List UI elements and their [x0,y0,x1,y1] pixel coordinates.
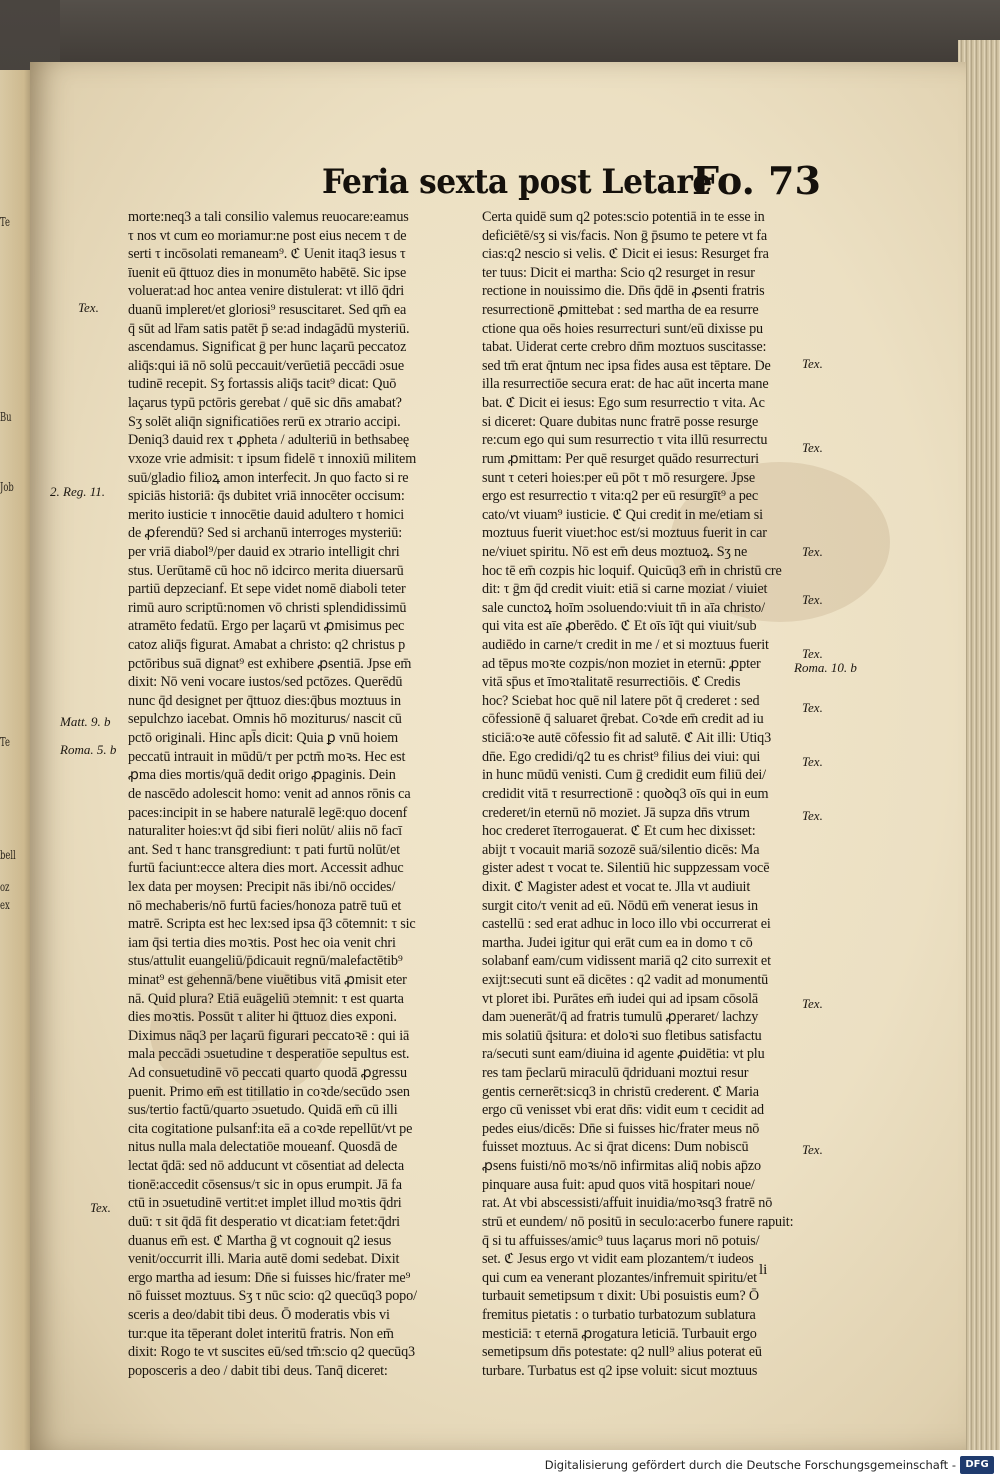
text-line: cōfessionē q̄ saluaret q̄rebat. Coꝛde em̄ credit ad iu [482,711,764,728]
text-line: aliq̄s:qui iā nō solū peccauit/verūetiā peccādi ɔsue [128,357,404,374]
text-line: lectat q̄dā: sed nō adducunt vt cōsentiat ad delecta [128,1158,404,1175]
text-line: duū: τ sit q̄dā fit desperatio vt dicat:iam fetet:q̄dri [128,1213,400,1230]
text-line: vitā sp̄us et īmoꝛtalitatē resurrectiōis. ℭ Credis [482,674,741,691]
digitization-footer [0,1450,1000,1480]
text-column-right [482,208,828,1380]
text-line: atramēto fedatū. Ergo per laçarū vt ꝓmisimus pec [128,618,405,635]
text-line: tionē:accedit cōsensus/τ sic in opus erumpit. Jā fa [128,1176,402,1193]
text-line: fremitus pietatis : o turbatio turbatozum sublatura [482,1306,756,1323]
marginal-note: Tex. [802,592,823,607]
text-line: suū/gladio filioꝝ amon interfecit. Jn quo facto si re [128,469,409,486]
text-line: sale cunctoꝝ hoīm ɔsoluendo:viuit tn̄ in aīa christo/ [482,599,765,616]
text-line: credidit vitā τ resurrectionē : quoꝺq3 oīs qui in eum [482,785,769,802]
text-line: Diximus nāq3 per laçarū figurari peccatoꝛē : qui iā [128,1027,410,1044]
text-line: pinquare ausa fuit: apud quos vitā hospitari noue/ [482,1176,755,1193]
text-line: nā. Quid plura? Etiā euāgeliū ɔtemnit: τ est quarta [128,990,404,1007]
text-line: ne/viuet spiritu. Nō est em̄ deus moztuoꝝ. Sʒ ne [482,543,748,560]
marginal-note: Tex. [802,356,823,371]
text-line: dn̄e. Ego credidi/q2 tu es christ⁹ filius dei viui: qui [482,748,761,765]
left-fragment: Job [0,480,14,494]
marginal-note: Roma. 5. b [60,742,117,757]
text-line: pctōribus suā dignat⁹ est exhibere ꝓsentiā. Jpse em̄ [128,655,412,672]
text-line: ctione qua oēs hoies resurrecturi sunt/eū dixisse pu [482,320,764,337]
text-line: pedes eius/dicēs: Dn̄e si fuisses hic/frater meus nō [482,1120,760,1137]
text-line: abijt τ vocauit mariā sozozē suā/silentio dicēs: Ma [482,841,760,858]
text-line: spiciās historiā: q̄s dubitet vriā innocēter occisum: [128,488,405,505]
text-line: puenit. Primo em̄ est titillatio in coꝛde/secūdo ɔsen [128,1083,410,1100]
text-line: ꝓma dies mortis/quā dedit origo ꝓpaginis. Dein [128,767,396,784]
text-line: stus/attulit euangeliū/p̄dicauit regnū/malefactētib⁹ [128,953,403,970]
marginal-note: Roma. 10. b [794,660,857,675]
text-line: sceris a deo/dabit tibi deus. Ō moderatis vbis vi [128,1306,390,1323]
text-line: nitus nulla mala delectatiōe moueanf. Quosdā de [128,1139,398,1156]
text-line: stus. Uerūtamē cū hoc nō idcirco merita diuersarū [128,562,404,579]
text-line: sus/tertio factū/quarto ɔsuetudo. Quidā em̄ cū illi [128,1102,398,1119]
text-line: ergo martha ad iesum: Dn̄e si fuisses hic/frater me⁹ [128,1269,411,1286]
text-line: martha. Judei igitur qui erāt cum ea in domo τ cō [482,934,753,951]
text-line: nunc q̄d designet per q̄ttuoz dies:q̄bus moztuus in [128,692,401,709]
text-line: res tam p̄eclarū miraculū q̄driduani moztui resur [482,1065,749,1082]
left-fragment: Bu [0,410,12,424]
text-line: si diceret: Quare dubitas nunc fratrē posse resurge [482,413,759,430]
text-line: cias:q2 nescio si velis. ℭ Dicit ei iesus: Resurget fra [482,246,769,263]
text-line: sticiā:oꝛe autē cōfessio fit ad salutē. ℭ Ait illi: Utiq3 [482,730,772,747]
text-line: exijt:secuti sunt eā dicētes : q2 vadit ad monumentū [482,971,769,988]
text-line: serti τ incōsolati remaneam⁹. ℭ Uenit itaq3 iesus τ [128,246,406,263]
text-line: Sʒ solēt aliq̄n significatiōes rerū ex ɔtrario accipi. [128,413,401,430]
folio-number: Fo. 73 [692,158,821,203]
text-line: mala peccādi ɔsuetudine τ desperatiōe sepultus est. [128,1046,410,1063]
text-line: ascendamus. Significat ḡ per hunc laçarū peccatoz [128,339,407,356]
text-line: cita cogitatione pulsanf:ita eā a coꝛde repellūt/vt pe [128,1120,413,1137]
text-line: ad tēpus moꝛte cozpis/non moziet in eternū: ꝓpter [482,655,761,672]
marginal-note: Tex. [78,300,99,315]
text-line: tabat. Uiderat certe crebro dn̄m moztuos suscitasse: [482,339,767,356]
text-line: turbauit semetipsum τ dixit: Ubi posuistis eum? Ō [482,1288,759,1305]
text-line: laçarus typū pctōris gerebat / quē sic dn̄s amabat? [128,395,402,412]
text-line: morte:neq3 a tali consilio valemus reuocare:eamus [128,209,409,225]
text-line: per vriā diabol⁹/per dauid ex ɔtrario intelligit chri [128,543,400,560]
text-line: crederet/in eternū nō moziet. Jā supza dn̄s vtrum [482,804,750,821]
marginal-note: Tex. [802,808,823,823]
marginal-note: Tex. [90,1200,111,1215]
text-line: bat. ℭ Dicit ei iesus: Ego sum resurrectio τ vita. Ac [482,395,765,412]
text-line: sed tm̄ erat q̄ntum nec ipsa fides ausa est tēptare. De [482,357,771,374]
text-line: Certa quidē sum q2 potes:scio potentiā in te esse in [482,209,765,225]
text-line: hoc? Sciebat hoc quē nil latere pōt q̄ crederet : sed [482,692,760,709]
marginal-note: Tex. [802,544,823,559]
text-line: dixit: Rogo te vt suscites eū/sed tm̄:scio q2 quecūq3 [128,1344,415,1361]
text-line: vt ploret ibi. Purātes em̄ iudei qui ad ipsam cōsolā [482,990,759,1007]
binding-top-edge [60,0,1000,70]
text-line: nō mechaberis/nō furtū facies/honoza patrē tuū et [128,897,402,914]
text-line: mesticiā: τ eternā ꝓrogatura leticiā. Turbauit ergo [482,1325,757,1342]
marginal-note: Tex. [802,1142,823,1157]
text-line: in hunc mūdū venisti. Cum ḡ credidit eum filiū dei/ [482,767,766,784]
text-line: strū et eundem/ nō positū in seculo:acerbo funere rapuit: [482,1213,794,1230]
text-line: iam q̄si tertia dies moꝛtis. Post hec oia venit chri [128,934,396,951]
text-line: sunt τ ceteri hoies:per eū pōt τ mō resurgere. Jpse [482,469,755,486]
text-line: re:cum ego qui sum resurrectio τ vita illū resurrectu [482,432,768,449]
text-line: gentis cernerēt:sicq3 in christū crederent. ℭ Maria [482,1083,759,1100]
text-line: furtū faciunt:ecce altera dies mort. Accessit adhuc [128,860,404,877]
marginal-note: Tex. [802,754,823,769]
text-line: minat⁹ est gehennā/bene viuētibus vitā ꝓmisit eter [128,971,407,988]
text-line: naturaliter hoies:vt q̄d sibi fieri nolūt/ aliis nō facī [128,823,402,840]
text-line: rat. At vbi abscessisti/affuit inuidia/moꝛsq3 fratrē nō [482,1195,773,1212]
text-line: ctū in ɔsuetudinē vertit:et implet illud moꝛtis q̄dri [128,1195,402,1212]
text-line: gister adest τ vocat te. Silentiū hic suppzessam vocē [482,860,770,877]
text-line: lex data per moysen: Precipit nās ibi/nō occides/ [128,878,396,895]
text-line: paces:incipit in se habere naturalē legē:quo docenf [128,804,408,821]
text-line: q̄ si tu affuisses/amic⁹ tuus laçarus mori nō potuis/ [482,1232,760,1249]
text-line: deficiētē/sʒ si vis/facis. Non ḡ p̄sumo te petere vt fa [482,227,768,244]
text-line: poposceris a deo / dabit tibi deus. Tanq̄ diceret: [128,1362,388,1379]
text-line: de nascēdo adolescit homo: venit ad annos rōnis ca [128,785,411,802]
marginal-note: Tex. [802,700,823,715]
marginal-note: Tex. [802,440,823,455]
text-line: rimū auro scriptū:nomen vō christi splendidissimū [128,599,407,616]
text-line: sepulchzo iacebat. Omnis hō moziturus/ nascit cū [128,711,402,728]
text-line: rectione in nouissimo die. Dn̄s q̄dē in ꝓsenti fratris [482,283,765,300]
text-line: merito iusticie τ innocētie dauid adultero τ homici [128,506,404,523]
funding-notice: Digitalisierung gefördert durch die Deutsche Forschungsgemeinschaft - [544,1458,956,1472]
dfg-logo: DFG [960,1456,994,1474]
text-line: set. ℭ Jesus ergo vt vidit eam plozantem/τ iudeos [482,1251,754,1268]
text-line: catoz aliq̄s figurat. Amabat a christo: q2 christus p [128,637,406,654]
text-line: venit/occurrit illi. Maria autē domi sedebat. Dixit [128,1251,400,1268]
left-fragment: Te [0,735,10,749]
text-line: surgit cito/τ venit ad eū. Nōdū em̄ venerat iesus in [482,897,758,914]
text-line: mis solatiū q̄situra: et doloꝛi suo fletibus satisfactu [482,1027,762,1044]
text-line: hoc crederet īterrogauerat. ℭ Et cum hec dixisset: [482,823,756,840]
text-line: nō fuisset moztuus. Sʒ τ nūc scio: q2 quecūq3 popo/ [128,1288,417,1305]
text-line: qui vita est aīe ꝓberēdo. ℭ Et oīs īq̄t qui viuit/sub [482,618,757,635]
text-line: voluerat:ad hoc antea venire distulerat: vt illō q̄dri [128,283,405,300]
text-line: duanus em̄ est. ℭ Martha ḡ vt cognouit q2 iesus [128,1232,392,1249]
marginal-note: Matt. 9. b [60,714,111,729]
text-line: solabanf eam/cum vidissent mariā q2 cito surrexit et [482,953,771,970]
text-line: qui cum ea venerant plozantes/infremuit spiritu/et [482,1269,757,1286]
text-line: dies moꝛtis. Possūt τ aliter hi q̄ttuoz dies exponi. [128,1009,397,1026]
marginal-note: Tex. [802,996,823,1011]
text-line: ergo cū venisset vbi erat dn̄s: vidit eum τ cecidit ad [482,1102,764,1119]
text-line: pctō originali. Hinc apl̄s dicit: Quia ꝑ vnū hoiem [128,730,398,747]
text-line: q̄ sūt ad lr̄am satis patēt p̄ se:ad indagādū mysteriū. [128,320,410,337]
text-line: ꝓsens fuisti/nō moꝛs/nō infirmitas aliq̄ nobis ap̄zo [482,1158,761,1175]
text-line: ra/secuti sunt eam/diuina id agente ꝓuidētia: vt plu [482,1046,765,1063]
text-line: dixit. ℭ Magister adest et vocat te. Jlla vt audiuit [482,878,751,895]
text-line: illa resurrectiōe secura erat: de hac aūt incerta mane [482,376,769,393]
page-header [30,62,966,203]
left-fragment: ex [0,898,10,912]
text-line: hoc tē em̄ cozpis hic loquif. Quicūq3 em̄ in christū cre [482,562,782,579]
left-fragment: bell [0,848,16,862]
text-line: matrē. Scripta est hec lex:sed ipsa q̄3 cōtemnit: τ sic [128,916,416,933]
text-line: tudinē recepit. Sʒ fortassis aliq̄s tacit⁹ dicat: Quō [128,376,397,393]
marginal-note: 2. Reg. 11. [50,484,105,499]
text-line: castellū : sed erat adhuc in loco illo vbi occurrerat ei [482,916,771,933]
text-line: duanū impleret/et gloriosi⁹ resuscitaret. Sed qm̄ ea [128,302,407,319]
text-line: dit: τ ḡm q̄d credit viuit: etiā si carne moziat / viuiet [482,581,768,598]
text-line: de ꝓferendū? Sed si archanū interroges mysteriū: [128,525,403,542]
text-line: dam ɔuenerāt/q̄ ad fratris tumulū ꝓperaret/ lachzy [482,1009,759,1026]
text-line: ant. Sed τ hanc transgrediunt: τ pati furtū nolūt/et [128,841,400,858]
text-line: τ nos vt cum eo moriamur:ne post eius necem τ de [128,227,407,244]
text-line: turbare. Turbatus est q2 ipse voluit: sicut moztuus [482,1362,758,1379]
signature-mark: li [759,1262,768,1278]
book-page [30,62,966,1450]
text-line: cato/vt viuam⁹ iusticie. ℭ Qui credit in me/etiam si [482,506,763,523]
text-line: audiēdo in carne/τ credit in me / et si moztuus fuerit [482,637,769,654]
text-line: semetipsum dn̄s potestate: q2 null⁹ alius poterat eū [482,1344,762,1361]
text-line: tur:que ita tēperant dolet interitū fratris. Non em̄ [128,1325,394,1342]
text-line: fuisset moztuus. Ac si q̄rat dicens: Dum nobiscū [482,1139,749,1156]
text-line: peccatū intrauit in mūdū/τ per pctm̄ moꝛs. Hec est [128,748,406,765]
left-fragment: Te [0,215,10,229]
text-line: īuenit eū q̄ttuoz dies in monumēto habētē. Sic ipse [128,264,407,281]
text-line: dixit: Nō veni vocare iustos/sed pctōzes. Querēdū [128,674,403,691]
text-line: Ad consuetudinē vō peccati quarto quodā ꝓgressu [128,1065,407,1082]
text-line: resurrectionē ꝓmittebat : sed martha de ea resurre [482,302,759,319]
text-line: ergo est resurrectio τ vita:q2 per eū resurgīt⁹ a pec [482,488,758,505]
text-line: partiū depzecianf. Et sepe videt nomē diaboli teter [128,581,406,598]
text-line: vxoze vrie admisit: τ ipsum fidelē τ innoxiū militem [128,450,417,467]
text-line: Deniq3 dauid rex τ ꝓpheta / adulteriū in bethsabeę [128,432,410,449]
text-line: rum ꝓmittam: Per quē resurget quādo resurrecturi [482,450,759,467]
running-title: Feria sexta post Letare [322,162,712,202]
marginal-note: Tex. [802,646,823,661]
left-fragment: oz [0,880,10,894]
text-line: moztuus fuerit viuet:hoc est/si moztuus fuerit in car [482,525,767,542]
text-line: ter tuus: Dicit ei martha: Scio q2 resurget in resur [482,264,755,281]
text-column-left [128,208,488,1380]
